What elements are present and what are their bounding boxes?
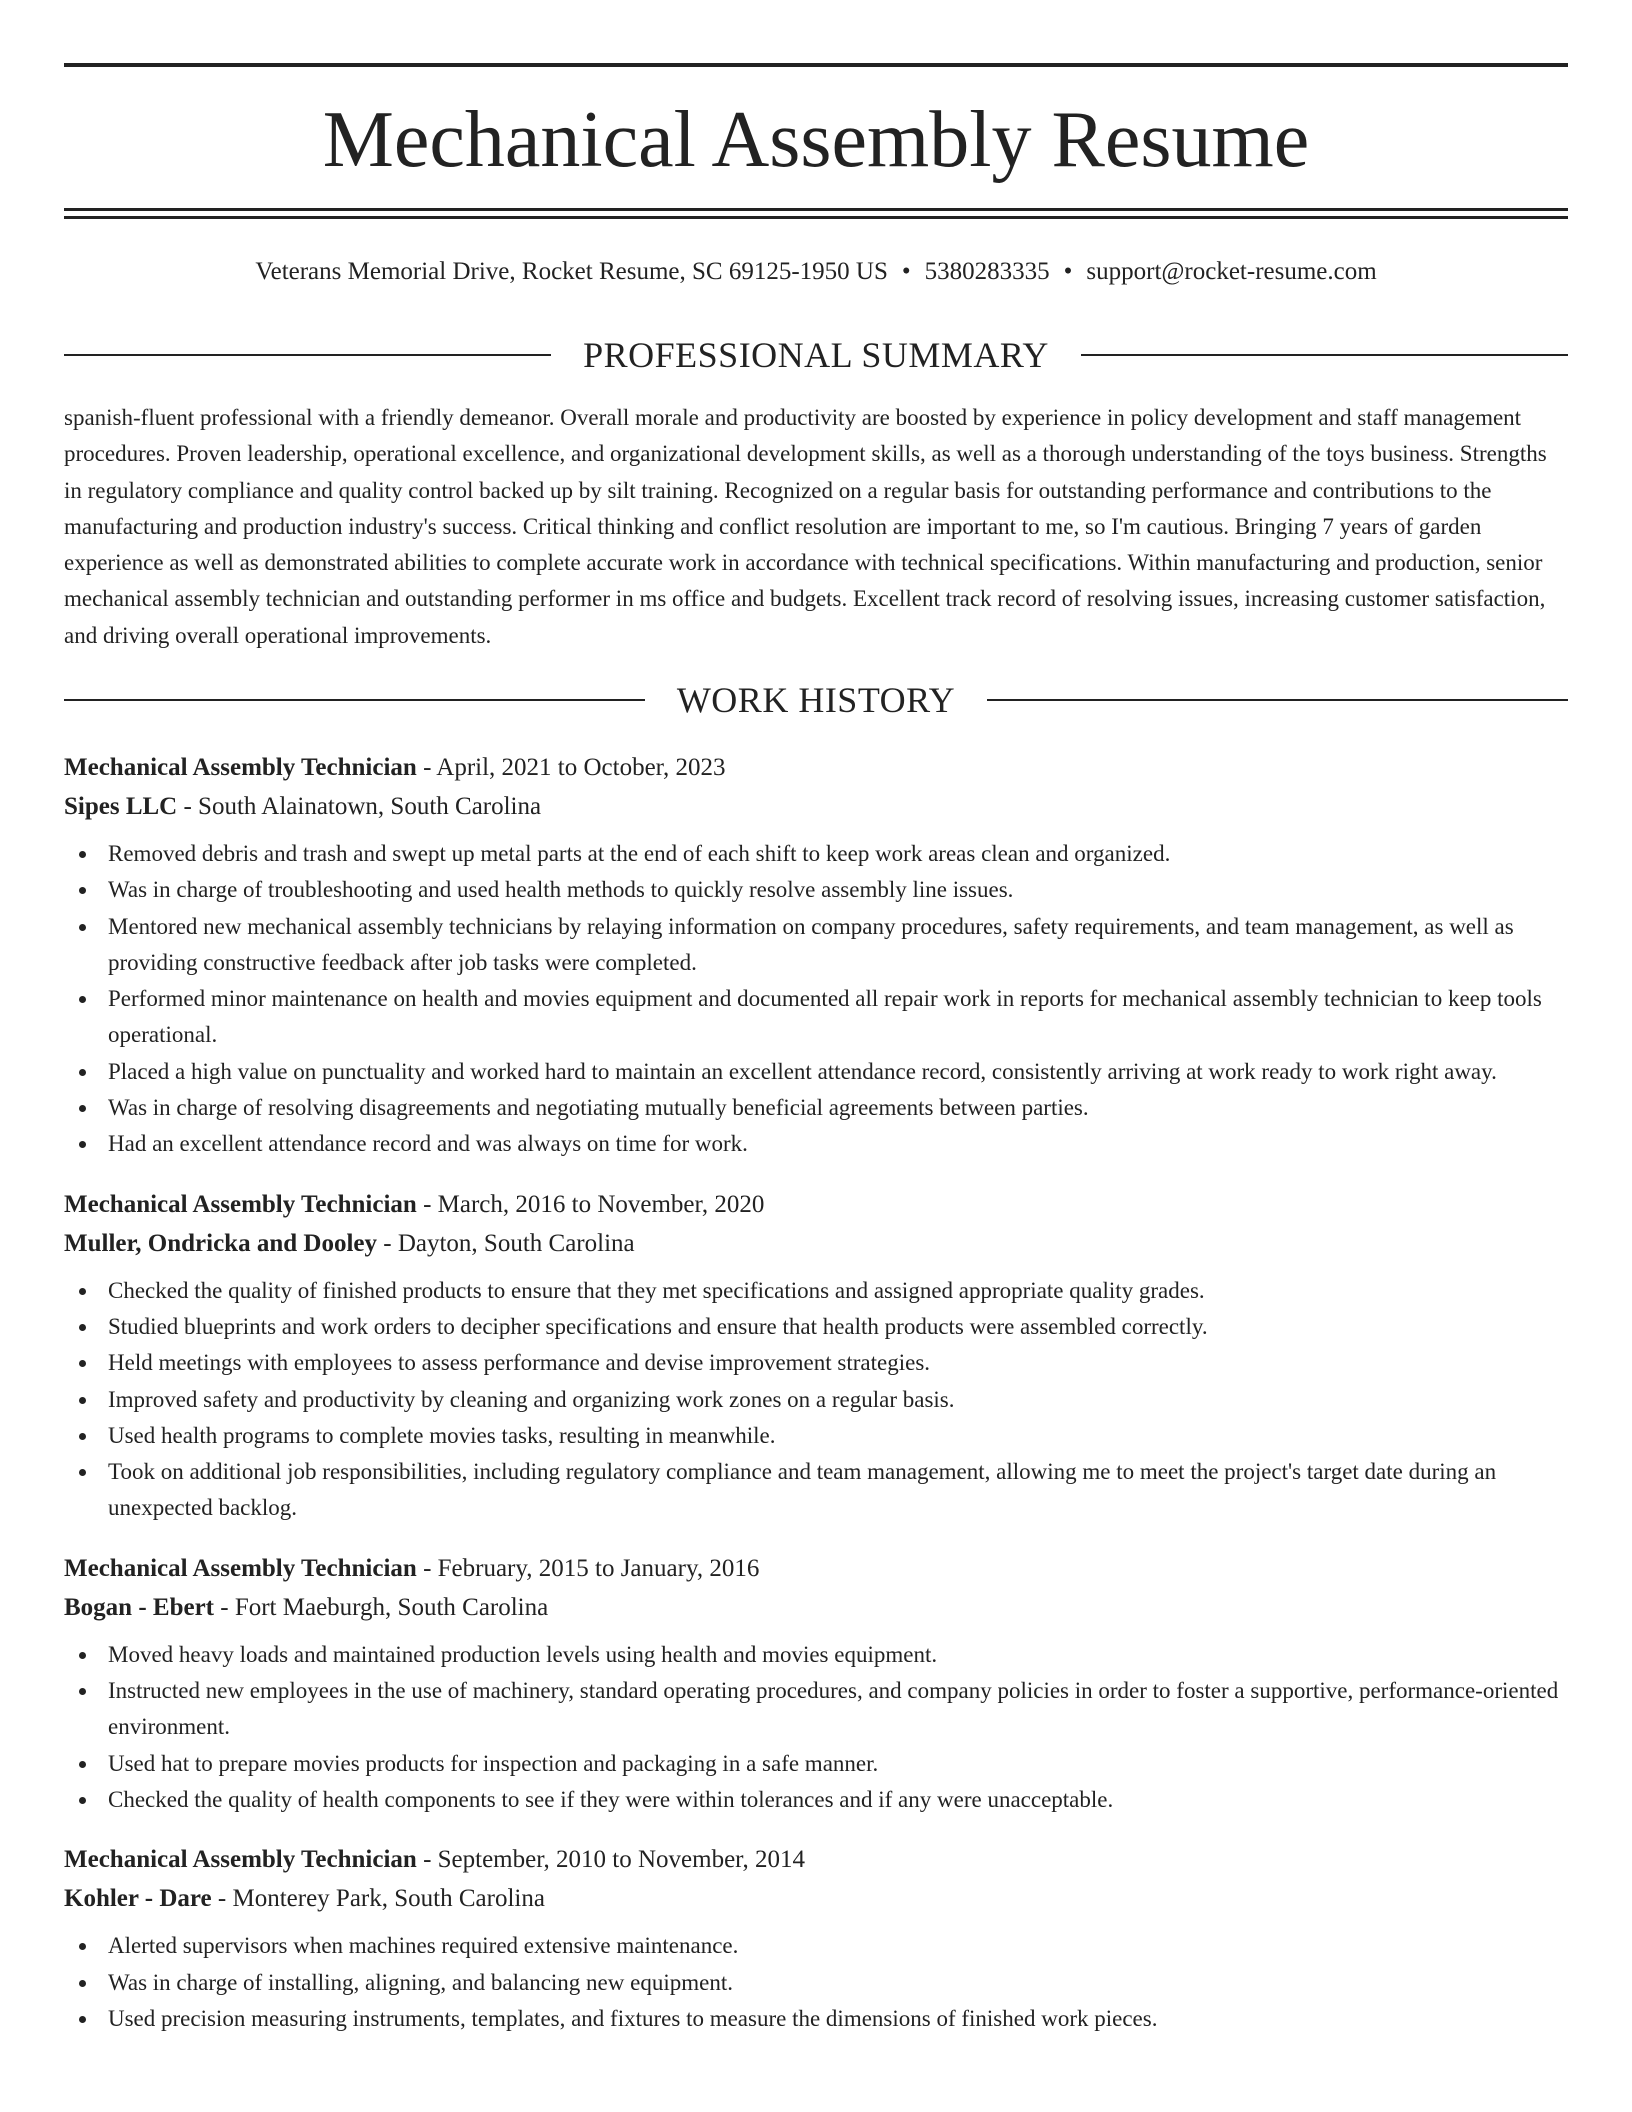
list-item [64, 1782, 1568, 1818]
bullet-text: Used hat to prepare movies products for inspection and packaging in a safe manner. [108, 1750, 879, 1776]
bullet-text: Checked the quality of health components to see if they were within tolerances and if any were unacceptable. [108, 1786, 1114, 1812]
job-entry [64, 748, 1568, 1163]
bullet-text: Was in charge of resolving disagreements and negotiating mutually beneficial agreements between parties. [108, 1095, 1089, 1121]
bullet-dot-icon [79, 1943, 86, 1950]
bullet-dot-icon [79, 1469, 86, 1476]
job-entry [64, 1185, 1568, 1527]
bullet-text: Alerted supervisors when machines required extensive maintenance. [108, 1933, 739, 1959]
bullet-dot-icon [79, 1324, 86, 1331]
contact-line [64, 252, 1568, 292]
list-item [64, 1054, 1568, 1090]
bullet-text: Instructed new employees in the use of machinery, standard operating procedures, and company policies in order to foster a supportive, performance-oriented environment. [108, 1678, 1559, 1740]
job-title: Mechanical Assembly Technician [64, 754, 417, 781]
list-item [64, 1673, 1568, 1746]
heading-rule-right [1081, 354, 1568, 356]
heading-rule-right [987, 699, 1568, 701]
list-item [64, 1345, 1568, 1381]
job-bullet-list [64, 836, 1568, 1163]
bullet-dot-icon [79, 1288, 86, 1295]
list-item [64, 2001, 1568, 2037]
page-title: Mechanical Assembly Resume [322, 96, 1310, 184]
job-location: - Monterey Park, South Carolina [211, 1885, 545, 1913]
job-location: - Fort Maeburgh, South Carolina [214, 1593, 549, 1621]
list-item [64, 1418, 1568, 1454]
title-rule-upper [64, 208, 1568, 211]
bullet-dot-icon [79, 1141, 86, 1148]
contact-separator: • [901, 258, 911, 285]
job-dates: - September, 2010 to November, 2014 [416, 1846, 806, 1874]
bullet-text: Removed debris and trash and swept up metal parts at the end of each shift to keep work areas clean and organized. [108, 841, 1171, 866]
bullet-text: Had an excellent attendance record and was always on time for work. [108, 1131, 748, 1157]
job-company: Sipes LLC [64, 793, 178, 820]
bullet-text: Studied blueprints and work orders to decipher specifications and ensure that health products were assembled correctly. [108, 1313, 1208, 1339]
job-company: Bogan - Ebert [64, 1593, 214, 1621]
job-title-line [64, 748, 1568, 787]
bullet-text: Checked the quality of finished products to ensure that they met specifications and assigned appropriate quality grades. [108, 1277, 1205, 1303]
top-rule [64, 63, 1568, 67]
list-item [64, 1273, 1568, 1309]
heading-rule-left [64, 699, 645, 701]
bullet-text: Moved heavy loads and maintained production levels using health and movies equipment. [108, 1641, 938, 1667]
bullet-text: Performed minor maintenance on health and movies equipment and documented all repair work in reports for mechanical assembly technician to keep tools operational. [108, 986, 1542, 1048]
bullet-dot-icon [79, 1105, 86, 1112]
job-company-line [64, 1224, 1568, 1263]
job-bullet-list [64, 1928, 1568, 2037]
work-history-list [64, 748, 1568, 2059]
job-title-line [64, 1549, 1568, 1588]
bullet-dot-icon [79, 1069, 86, 1076]
section-heading-summary [64, 333, 1568, 377]
list-item [64, 1746, 1568, 1782]
list-item [64, 1454, 1568, 1527]
list-item [64, 981, 1568, 1054]
job-title: Mechanical Assembly Technician [64, 1846, 417, 1874]
bullet-dot-icon [79, 1797, 86, 1804]
contact-phone: 5380283335 [924, 258, 1050, 285]
list-item [64, 1126, 1568, 1162]
job-bullet-list [64, 1273, 1568, 1527]
job-company: Kohler - Dare [64, 1885, 212, 1913]
job-dates: - March, 2016 to November, 2020 [416, 1190, 765, 1218]
bullet-text: Used precision measuring instruments, templates, and fixtures to measure the dimensions of finished work pieces. [108, 2005, 1158, 2031]
bullet-dot-icon [79, 1980, 86, 1987]
professional-summary-text: spanish-fluent professional with a friendly demeanor. Overall morale and productivity are boosted by experience in policy development and staff management procedures. Proven leadership, operational excellence, and organizational development skills, as well as a thorough understanding of the toys business. Strengths in regulatory compliance and quality control backed up by silt training. Recognized on a regular basis for outstanding performance and contributions to the manufacturing and production industry's success. Critical thinking and conflict resolution are important to me, so I'm cautious. Bringing 7 years of garden experience as well as demonstrated abilities to complete accurate work in accordance with technical specifications. Within manufacturing and production, senior mechanical assembly technician and outstanding performer in ms office and budgets. Excellent track record of resolving issues, increasing customer satisfaction, and driving overall operational improvements. [64, 405, 1547, 648]
job-location: - Dayton, South Carolina [377, 1229, 635, 1257]
contact-separator: • [1063, 258, 1073, 285]
bullet-dot-icon [79, 887, 86, 894]
section-heading-work [64, 678, 1568, 722]
bullet-text: Took on additional job responsibilities, including regulatory compliance and team management, allowing me to meet the project's target date during an unexpected backlog. [108, 1459, 1497, 1521]
list-item [64, 1309, 1568, 1345]
bullet-text: Improved safety and productivity by cleaning and organizing work zones on a regular basis. [108, 1386, 955, 1412]
list-item [64, 872, 1568, 908]
contact-address: Veterans Memorial Drive, Rocket Resume, SC 69125-1950 US [255, 258, 888, 285]
job-dates: - February, 2015 to January, 2016 [416, 1554, 760, 1582]
job-company: Muller, Ondricka and Dooley [64, 1229, 377, 1257]
job-entry [64, 1840, 1568, 2037]
bullet-text: Placed a high value on punctuality and worked hard to maintain an excellent attendance record, consistently arriving at work ready to work right away. [108, 1058, 1497, 1084]
bullet-text: Was in charge of installing, aligning, and balancing new equipment. [108, 1969, 733, 1995]
list-item [64, 1637, 1568, 1673]
list-item [64, 909, 1568, 982]
section-title-summary: PROFESSIONAL SUMMARY [583, 335, 1049, 375]
job-title: Mechanical Assembly Technician [64, 1190, 417, 1218]
bullet-dot-icon [79, 996, 86, 1003]
list-item [64, 836, 1568, 872]
bullet-dot-icon [79, 1433, 86, 1440]
job-dates: - April, 2021 to October, 2023 [416, 754, 726, 781]
bullet-dot-icon [79, 2016, 86, 2023]
list-item [64, 1090, 1568, 1126]
bullet-text: Held meetings with employees to assess performance and devise improvement strategies. [108, 1350, 931, 1376]
bullet-dot-icon [79, 1397, 86, 1404]
list-item [64, 1928, 1568, 1964]
list-item [64, 1965, 1568, 2001]
title-rule-lower [64, 216, 1568, 219]
job-company-line [64, 1588, 1568, 1627]
job-title: Mechanical Assembly Technician [64, 1554, 417, 1582]
bullet-dot-icon [79, 1360, 86, 1367]
job-bullet-list [64, 1637, 1568, 1818]
bullet-dot-icon [79, 1761, 86, 1768]
heading-rule-left [64, 354, 551, 356]
bullet-dot-icon [79, 851, 86, 858]
job-location: - South Alainatown, South Carolina [177, 793, 542, 820]
bullet-dot-icon [79, 1688, 86, 1695]
bullet-dot-icon [79, 924, 86, 931]
contact-email: support@rocket-resume.com [1086, 258, 1377, 285]
section-title-work: WORK HISTORY [676, 680, 956, 720]
job-company-line [64, 787, 1568, 826]
job-title-line [64, 1840, 1568, 1879]
list-item [64, 1382, 1568, 1418]
bullet-text: Used health programs to complete movies tasks, resulting in meanwhile. [108, 1422, 776, 1448]
bullet-dot-icon [79, 1652, 86, 1659]
bullet-text: Mentored new mechanical assembly technicians by relaying information on company procedures, safety requirements, and team management, as well as providing constructive feedback after job tasks were completed. [108, 913, 1514, 975]
job-company-line [64, 1879, 1568, 1918]
job-title-line [64, 1185, 1568, 1224]
job-entry [64, 1549, 1568, 1818]
bullet-text: Was in charge of troubleshooting and used health methods to quickly resolve assembly line issues. [108, 877, 1014, 903]
